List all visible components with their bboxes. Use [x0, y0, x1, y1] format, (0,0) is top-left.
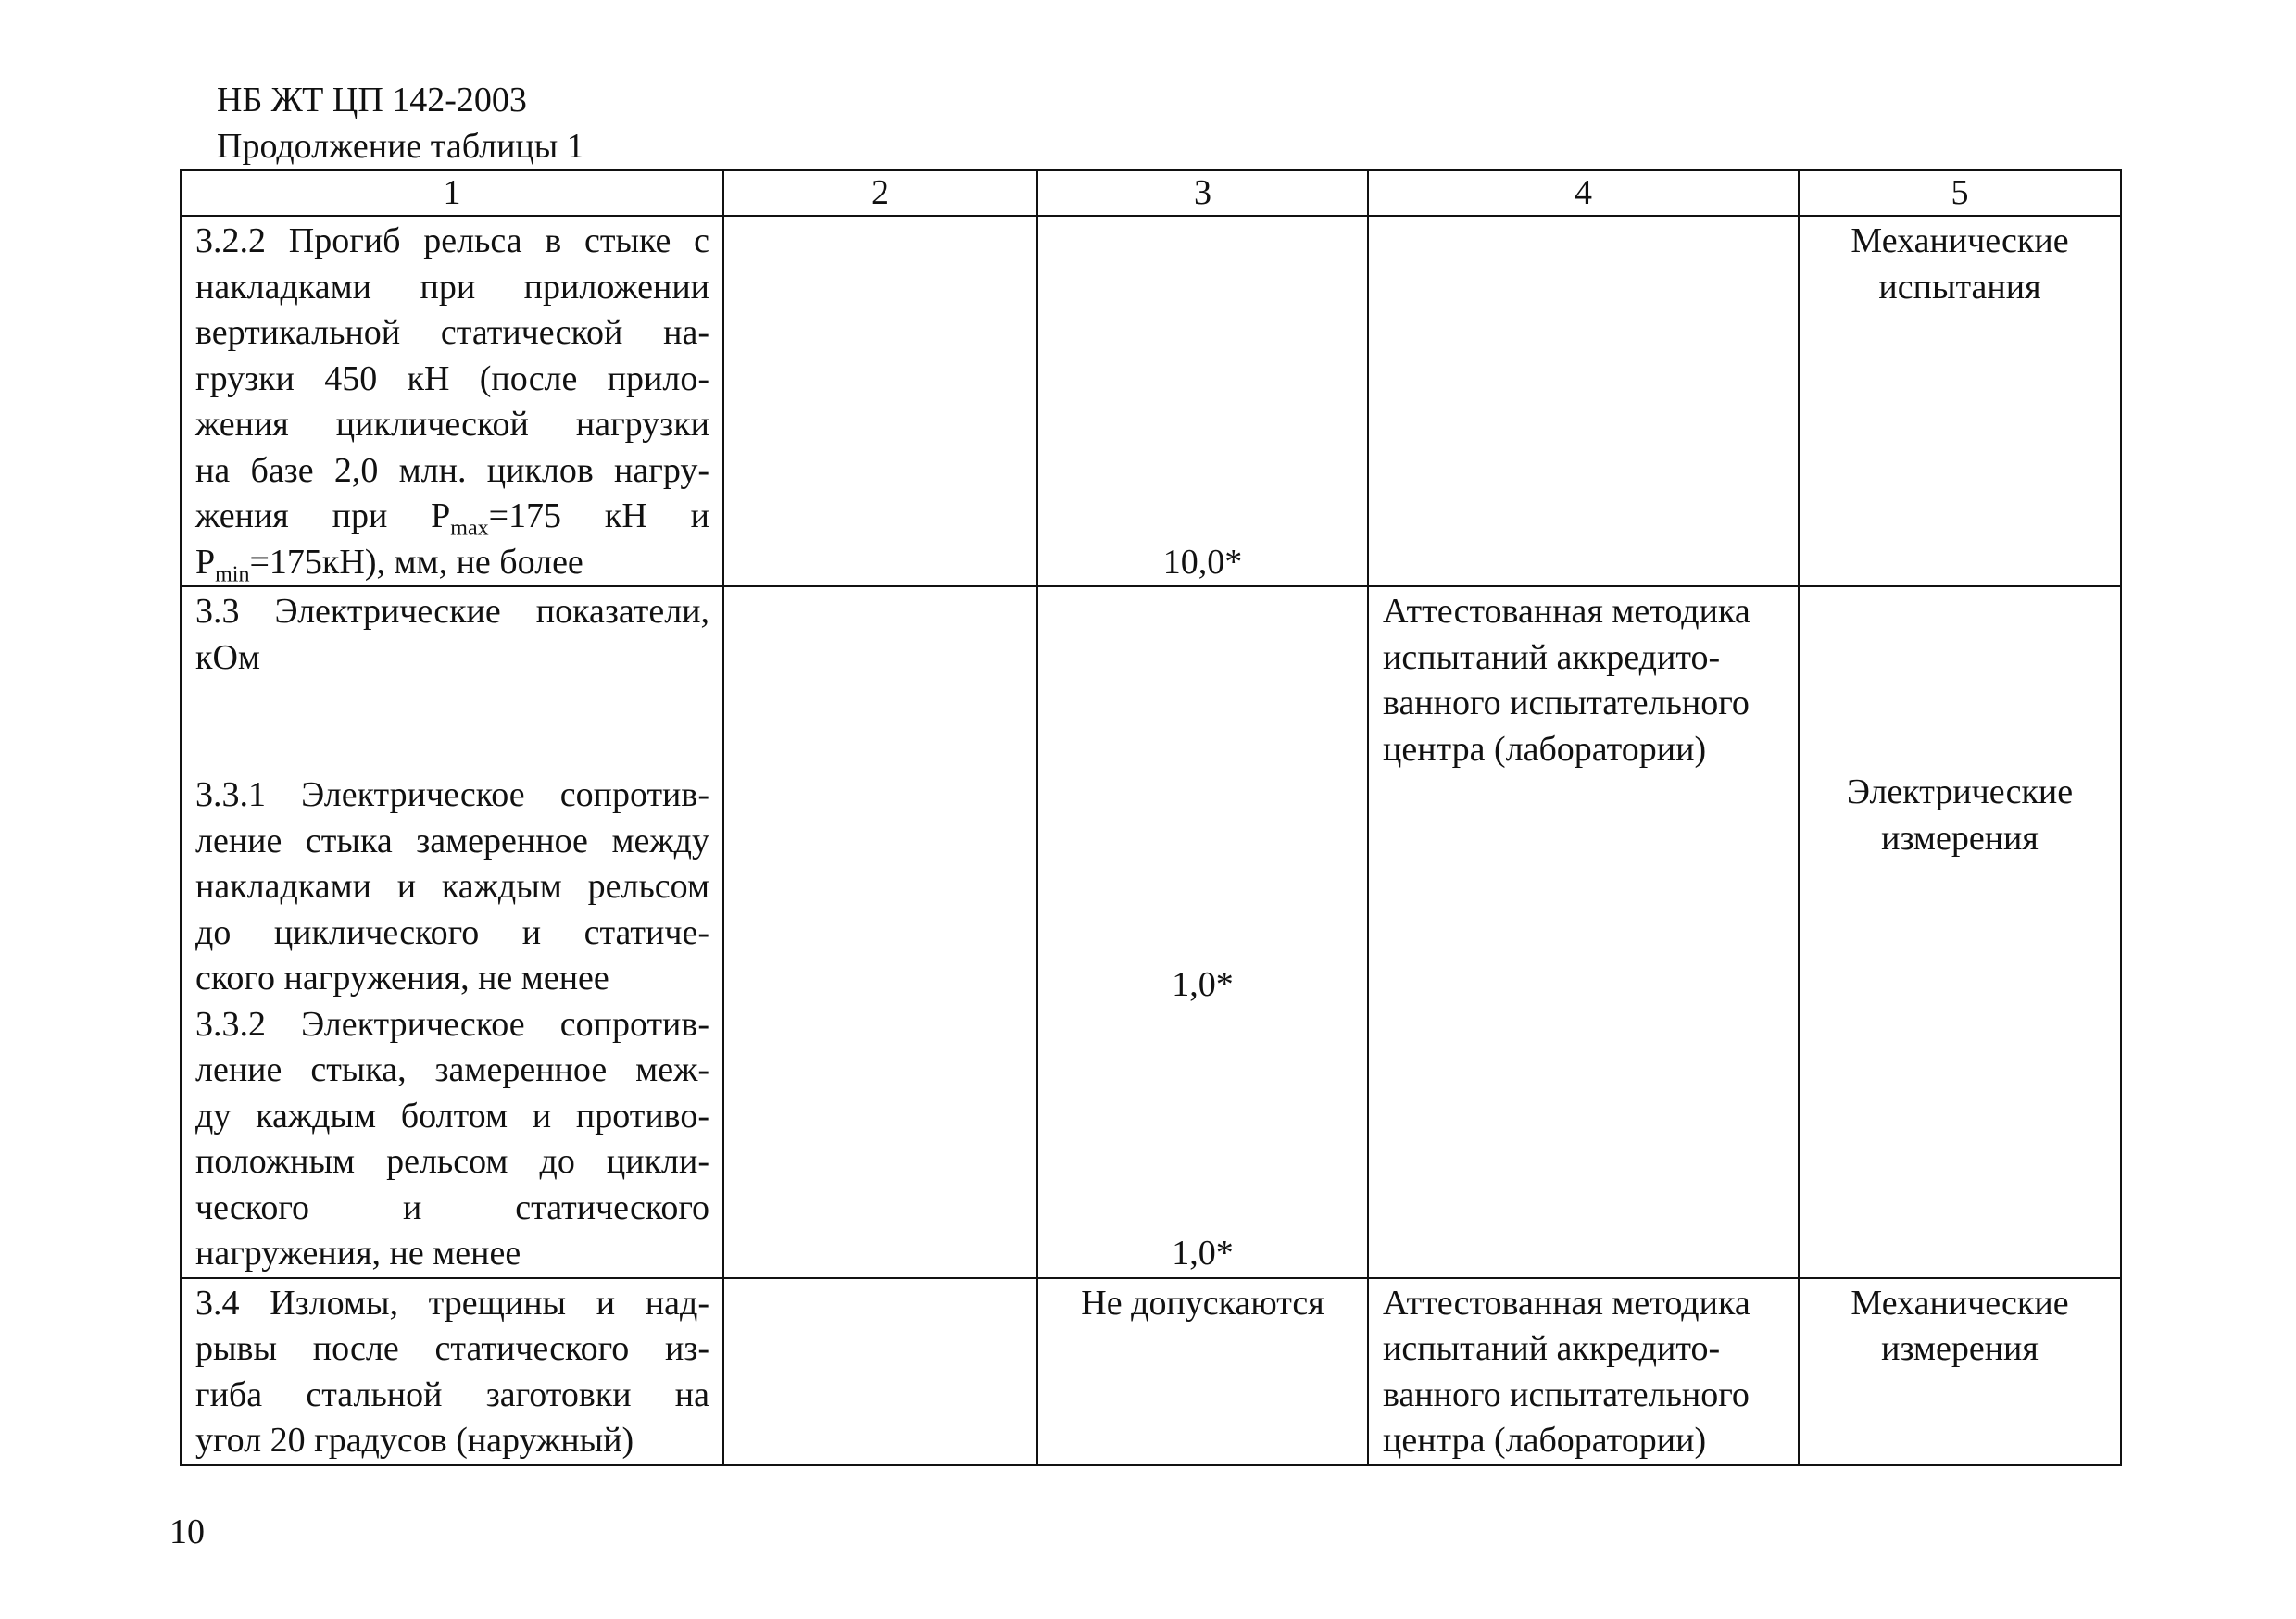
requirement-cell	[181, 1278, 723, 1465]
cell-line: ческого и статического	[195, 1187, 709, 1227]
cell-line: ского нагружения, не менее	[195, 959, 609, 998]
cell-line: испытаний аккредито-	[1383, 637, 1721, 677]
cell-line: вертикальной статической на-	[195, 313, 709, 352]
method-cell	[1368, 1278, 1799, 1465]
table-row	[181, 586, 2121, 1278]
cell-text: жения при P	[195, 496, 451, 535]
cell-line: измерения	[1881, 818, 2039, 858]
cell-line: жения циклической нагрузки	[195, 405, 709, 444]
blank-line	[195, 681, 709, 727]
cell-line: измерения	[1881, 1329, 2039, 1368]
cell-line: гиба стальной заготовки на	[195, 1374, 709, 1414]
cell-line	[195, 540, 709, 586]
column-header-3: 3	[1037, 170, 1368, 216]
subscript: min	[215, 562, 250, 586]
norm-value: 1,0*	[1172, 1234, 1234, 1273]
column-header-5: 5	[1799, 170, 2121, 216]
cell-line: нагружения, не менее	[195, 1234, 521, 1273]
cell-line: 3.3.2 Электрическое сопротив-	[195, 1004, 709, 1044]
empty-cell	[723, 216, 1037, 586]
cell-line: положным рельсом до цикли-	[195, 1142, 709, 1181]
cell-line: Аттестованная методика	[1383, 592, 1750, 631]
table-row	[181, 216, 2121, 586]
cell-line: испытаний аккредито-	[1383, 1329, 1721, 1368]
cell-line: на базе 2,0 млн. циклов нагру-	[195, 450, 709, 490]
cell-line: кОм	[195, 637, 260, 677]
cell-line: 3.3 Электрические показатели,	[195, 592, 709, 631]
cell-line: Аттестованная методика	[1383, 1283, 1750, 1323]
value-cell	[1037, 1278, 1368, 1465]
page-number: 10	[169, 1512, 205, 1551]
cell-line: угол 20 градусов (наружный)	[195, 1421, 634, 1460]
empty-cell	[723, 1278, 1037, 1465]
cell-line: испытания	[1878, 267, 2041, 307]
method-cell	[1368, 216, 1799, 586]
document-code: НБ ЖТ ЦП 142-2003	[217, 81, 527, 119]
cell-text: P	[195, 542, 216, 582]
cell-line: 3.2.2 Прогиб рельса в стыке с	[195, 221, 709, 260]
column-header-4: 4	[1368, 170, 1799, 216]
cell-line: Механические	[1851, 221, 2069, 260]
method-cell	[1368, 586, 1799, 1278]
norm-value: 10,0*	[1162, 542, 1243, 582]
subscript: max	[450, 516, 489, 541]
requirement-cell	[181, 586, 723, 1278]
table-header-row	[181, 170, 2121, 216]
value-cell	[1037, 586, 1368, 1278]
norm-value: Не допускаются	[1081, 1283, 1324, 1323]
cell-text: =175 кН и	[488, 496, 710, 535]
cell-line: Механические	[1851, 1283, 2069, 1323]
empty-cell	[723, 586, 1037, 1278]
cell-line: 3.4 Изломы, трещины и над-	[195, 1283, 709, 1323]
cell-line: центра (лаборатории)	[1383, 1421, 1707, 1460]
value-cell	[1037, 216, 1368, 586]
control-method-cell	[1799, 1278, 2121, 1465]
cell-line: рывы после статического из-	[195, 1329, 709, 1368]
cell-line	[195, 494, 709, 540]
cell-line: ду каждым болтом и противо-	[195, 1096, 709, 1136]
cell-line: ванного испытательного	[1383, 1374, 1750, 1414]
table-row	[181, 1278, 2121, 1465]
column-header-1: 1	[181, 170, 723, 216]
control-method-cell	[1799, 586, 2121, 1278]
requirements-table	[180, 169, 2122, 1466]
norm-value: 1,0*	[1172, 965, 1234, 1004]
cell-line: грузки 450 кН (после прило-	[195, 358, 709, 398]
cell-line: Электрические	[1846, 772, 2074, 811]
cell-line: 3.3.1 Электрическое сопротив-	[195, 775, 709, 814]
cell-line: накладками при приложении	[195, 267, 709, 307]
control-method-cell	[1799, 216, 2121, 586]
requirement-cell	[181, 216, 723, 586]
cell-line: накладками и каждым рельсом	[195, 867, 709, 906]
cell-line: ванного испытательного	[1383, 684, 1750, 722]
cell-line: центра (лаборатории)	[1383, 729, 1707, 769]
cell-text: =175кН), мм, не более	[249, 542, 583, 582]
cell-line: ление стыка замеренное между	[195, 821, 709, 860]
column-header-2: 2	[723, 170, 1037, 216]
cell-line: до циклического и статиче-	[195, 912, 709, 952]
cell-line: ление стыка, замеренное меж-	[195, 1050, 709, 1089]
blank-line	[195, 727, 709, 773]
table-continuation-caption: Продолжение таблицы 1	[217, 127, 584, 166]
